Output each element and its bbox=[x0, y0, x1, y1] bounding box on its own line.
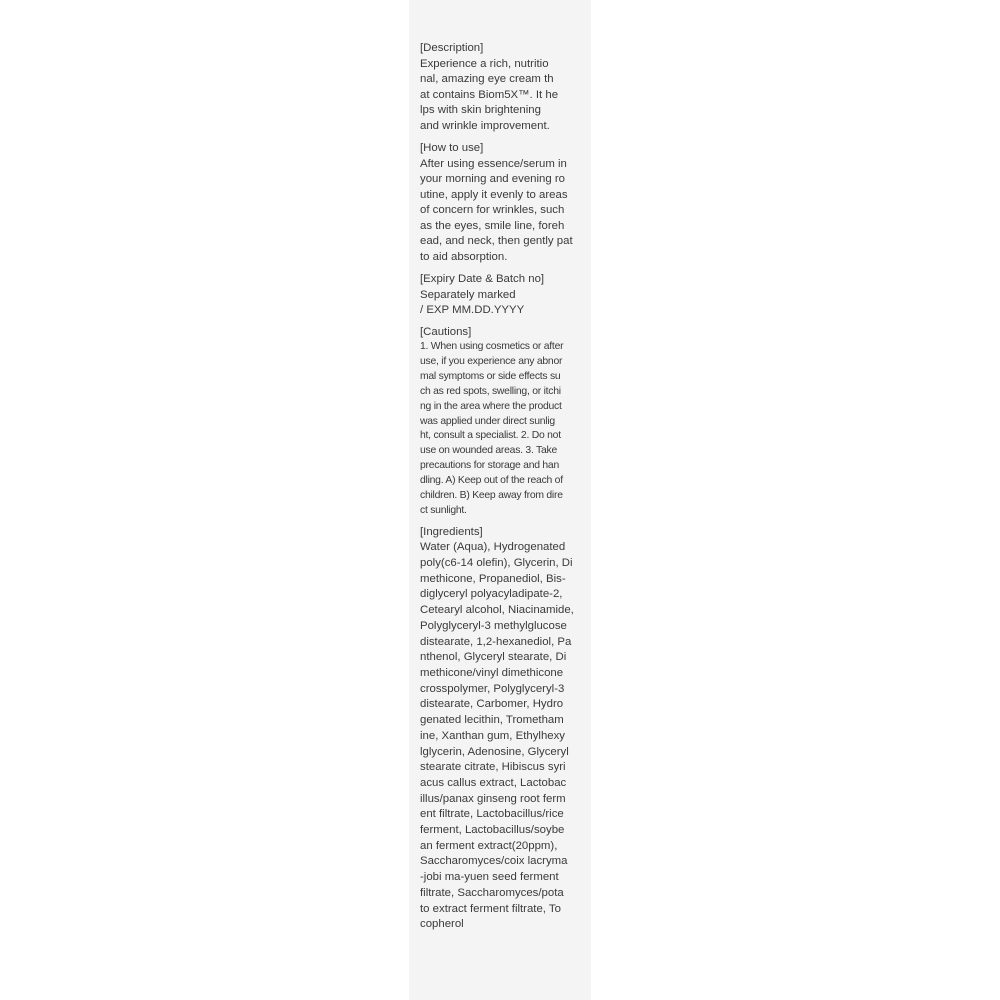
expiry-section bbox=[420, 272, 590, 319]
ingredients-line: Cetearyl alcohol, Niacinamide, bbox=[420, 604, 574, 617]
how-to-use-line: utine, apply it evenly to areas bbox=[420, 188, 568, 201]
description-line: nal, amazing eye cream th bbox=[420, 73, 554, 85]
ingredients-line: copherol bbox=[420, 918, 464, 931]
how-to-use-line: your morning and evening ro bbox=[420, 173, 566, 185]
ingredients-line: nthenol, Glyceryl stearate, Di bbox=[420, 651, 567, 664]
cautions-line: ct sunlight. bbox=[420, 504, 467, 516]
ingredients-line: poly(c6-14 olefin), Glycerin, Di bbox=[420, 557, 573, 570]
ingredients-line: an ferment extract(20ppm), bbox=[420, 839, 558, 852]
ingredients-line: ine, Xanthan gum, Ethylhexy bbox=[420, 729, 566, 742]
cautions-section bbox=[420, 325, 590, 519]
cautions-line: 1. When using cosmetics or after bbox=[420, 341, 564, 352]
ingredients-line: diglyceryl polyacyladipate-2, bbox=[420, 588, 563, 601]
cautions-line: dling. A) Keep out of the reach of bbox=[420, 475, 563, 487]
ingredients-line: ferment, Lactobacillus/soybe bbox=[420, 824, 565, 837]
ingredients-line: Polyglyceryl-3 methylglucose bbox=[420, 619, 567, 632]
expiry-heading: [Expiry Date & Batch no] bbox=[420, 273, 545, 285]
ingredients-line: methicone, Propanediol, Bis- bbox=[420, 572, 566, 585]
ingredients-section bbox=[420, 525, 590, 933]
ingredients-line: methicone/vinyl dimethicone bbox=[420, 667, 564, 679]
ingredients-line: -jobi ma-yuen seed ferment bbox=[420, 871, 559, 884]
ingredients-line: stearate citrate, Hibiscus syri bbox=[420, 761, 566, 774]
cautions-body bbox=[420, 340, 590, 519]
expiry-body bbox=[420, 288, 590, 319]
ingredients-line: lglycerin, Adenosine, Glyceryl bbox=[420, 745, 569, 758]
cautions-line: use, if you experience any abnor bbox=[420, 355, 563, 367]
expiry-line: Separately marked bbox=[420, 288, 516, 301]
how-to-use-line: ead, and neck, then gently pat bbox=[420, 235, 573, 247]
ingredients-heading: [Ingredients] bbox=[420, 525, 483, 538]
ingredients-line: Saccharomyces/coix lacryma bbox=[420, 855, 568, 868]
how-to-use-line: After using essence/serum in bbox=[420, 157, 567, 170]
label-text-column bbox=[420, 41, 590, 933]
ingredients-line: to extract ferment filtrate, To bbox=[420, 902, 561, 915]
ingredients-line: Water (Aqua), Hydrogenated bbox=[420, 541, 566, 554]
description-section bbox=[420, 41, 590, 134]
cautions-heading: [Cautions] bbox=[420, 325, 472, 338]
description-line: and wrinkle improvement. bbox=[420, 119, 550, 132]
ingredients-line: distearate, Carbomer, Hydro bbox=[420, 698, 564, 711]
cautions-line: ht, consult a specialist. 2. Do not bbox=[420, 430, 561, 442]
cautions-line: was applied under direct sunlig bbox=[420, 415, 555, 427]
description-line: lps with skin brightening bbox=[420, 104, 541, 116]
ingredients-line: illus/panax ginseng root ferm bbox=[420, 792, 566, 805]
how-to-use-heading: [How to use] bbox=[420, 142, 484, 154]
cautions-line: mal symptoms or side effects su bbox=[420, 370, 561, 382]
cautions-line: precautions for storage and han bbox=[420, 460, 559, 472]
how-to-use-line: to aid absorption. bbox=[420, 250, 508, 263]
description-line: Experience a rich, nutritio bbox=[420, 57, 549, 70]
ingredients-line: acus callus extract, Lactobac bbox=[420, 776, 567, 789]
cautions-line: ch as red spots, swelling, or itchi bbox=[420, 385, 561, 397]
description-body bbox=[420, 57, 590, 135]
how-to-use-section bbox=[420, 141, 590, 265]
how-to-use-line: as the eyes, smile line, foreh bbox=[420, 219, 565, 232]
description-heading: [Description] bbox=[420, 42, 484, 54]
how-to-use-line: of concern for wrinkles, such bbox=[420, 204, 565, 216]
ingredients-line: filtrate, Saccharomyces/pota bbox=[420, 886, 564, 899]
cautions-line: ng in the area where the product bbox=[420, 400, 562, 412]
description-line: at contains Biom5X™. It he bbox=[420, 88, 559, 101]
ingredients-line: crosspolymer, Polyglyceryl-3 bbox=[420, 682, 565, 695]
ingredients-line: genated lecithin, Trometham bbox=[420, 714, 564, 727]
ingredients-line: ent filtrate, Lactobacillus/rice bbox=[420, 808, 564, 821]
cautions-line: use on wounded areas. 3. Take bbox=[420, 445, 557, 457]
ingredients-line: distearate, 1,2-hexanediol, Pa bbox=[420, 635, 572, 648]
ingredients-body bbox=[420, 540, 590, 933]
cautions-line: children. B) Keep away from dire bbox=[420, 490, 563, 502]
expiry-line: / EXP MM.DD.YYYY bbox=[420, 304, 525, 316]
how-to-use-body bbox=[420, 157, 590, 266]
